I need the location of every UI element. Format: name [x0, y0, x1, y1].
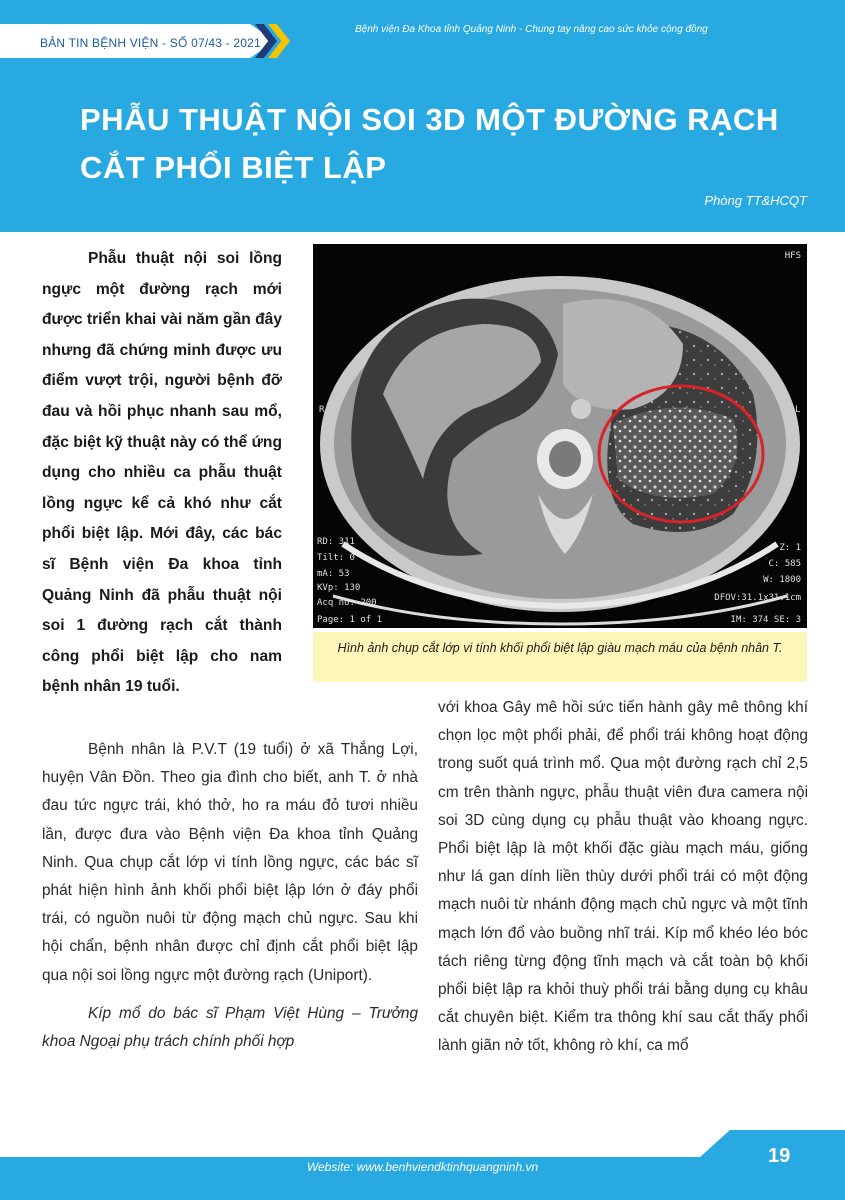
issue-label: BẢN TIN BỆNH VIỆN - SỐ 07/43 - 2021 [40, 36, 261, 50]
overlay-top-right: HFS [784, 251, 801, 261]
figure-caption: Hình ảnh chụp cắt lớp vi tính khối phổi biệt lập giàu mạch máu của bệnh nhân T. [337, 641, 783, 655]
overlay-right: L [795, 405, 801, 415]
overlay-br-4: IM: 374 SE: 3 [730, 615, 801, 625]
website-link[interactable]: Website: www.benhviendktinhquangninh.vn [306, 1160, 539, 1174]
title-line-2: CẮT PHỔI BIỆT LẬP [80, 150, 387, 185]
body-paragraph-2: Kíp mổ do bác sĩ Phạm Việt Hùng – Trưởng khoa Ngoại phụ trách chính phối hợp [42, 1004, 418, 1051]
overlay-bl-0: RD: 311 [317, 537, 355, 547]
body-paragraph-3: với khoa Gây mê hồi sức tiến hành gây mê thông khí chọn lọc một phổi phải, để phổi trái không hoạt động trong suốt quá trình mổ. Qua một đường rạch chỉ 2,5 cm trên thành ngực, phẫu thuật viên đưa camera nội soi 3D cùng dụng cụ phẫu thuật vào khoang ngực. Phổi biệt lập là một khối đặc giàu mạch máu, giống như lá gan dính liền thùy dưới phổi trái có một động mạch nuôi từ nhánh động mạch chủ ngực và một tĩnh mạch lớn đổ vào buồng nhĩ trái. Kíp mổ khéo léo bóc tách riêng từng động tĩnh mạch và cắt toàn bộ khối phổi biệt lập ra khỏi thuỳ phổi trái bằng dụng cụ khâu cắt chuyên biệt. Kiểm tra thông khí sau cắt thấy phổi lành giãn nở tốt, không rò khí, ca mổ [438, 699, 808, 1055]
title-line-1: PHẪU THUẬT NỘI SOI 3D MỘT ĐƯỜNG RẠCH [80, 102, 779, 137]
tagline: Bệnh viện Đa Khoa tỉnh Quảng Ninh - Chung tay nâng cao sức khỏe cộng đồng [355, 24, 708, 35]
overlay-br-2: W: 1800 [763, 575, 801, 585]
body-column-right [438, 694, 808, 1071]
overlay-br-1: C: 585 [768, 559, 801, 569]
overlay-br-0: Z: 1 [779, 543, 801, 553]
page-number: 19 [768, 1145, 791, 1167]
ct-scan-image [313, 244, 807, 628]
overlay-bl-5: Page: 1 of 1 [317, 615, 383, 625]
overlay-left: R [319, 405, 325, 415]
article-title [80, 96, 820, 192]
overlay-bl-2: mA: 53 [317, 569, 350, 579]
ct-scan-drawing [313, 244, 807, 628]
overlay-br-3: DFOV:31.1x31.1cm [714, 593, 801, 603]
intro-paragraph: Phẫu thuật nội soi lồng ngực một đường rạch mới được triển khai vài năm gần đây nhưng đã chứng minh được ưu điểm vượt trội, người bệnh đỡ đau và hồi phục nhanh sau mổ, đặc biệt kỹ thuật này có thể ứng dụng cho nhiều ca phẫu thuật lồng ngực kể cả khó như cắt phổi biệt lập. Mới đây, các bác sĩ Bệnh viện Đa khoa tỉnh Quảng Ninh đã phẫu thuật nội soi 1 đường rạch cắt thành công phổi biệt lập cho nam bệnh nhân 19 tuổi. [42, 250, 282, 696]
overlay-bl-4: Acq no: 200 [317, 598, 377, 608]
overlay-bl-3: KVp: 130 [317, 583, 361, 593]
body-paragraph-1: Bệnh nhân là P.V.T (19 tuổi) ở xã Thắng Lợi, huyện Vân Đồn. Theo gia đình cho biết, anh T. ở nhà đau tức ngực trái, khó thở, ho ra máu đỏ tươi nhiều lần, được đưa vào Bệnh viện Đa khoa tỉnh Quảng Ninh. Qua chụp cắt lớp vi tính lồng ngực, các bác sĩ phát hiện hình ảnh khối phổi biệt lập lớn ở đáy phổi trái, có nguồn nuôi từ động mạch chủ ngực. Sau khi hội chẩn, bệnh nhân được chỉ định cắt phổi biệt lập qua nội soi lồng ngực một đường rạch (Uniport). [42, 741, 418, 984]
overlay-bl-1: Tilt: 0 [317, 553, 355, 563]
author: Phòng TT&HCQT [704, 193, 807, 208]
body-column-left [42, 736, 418, 1066]
